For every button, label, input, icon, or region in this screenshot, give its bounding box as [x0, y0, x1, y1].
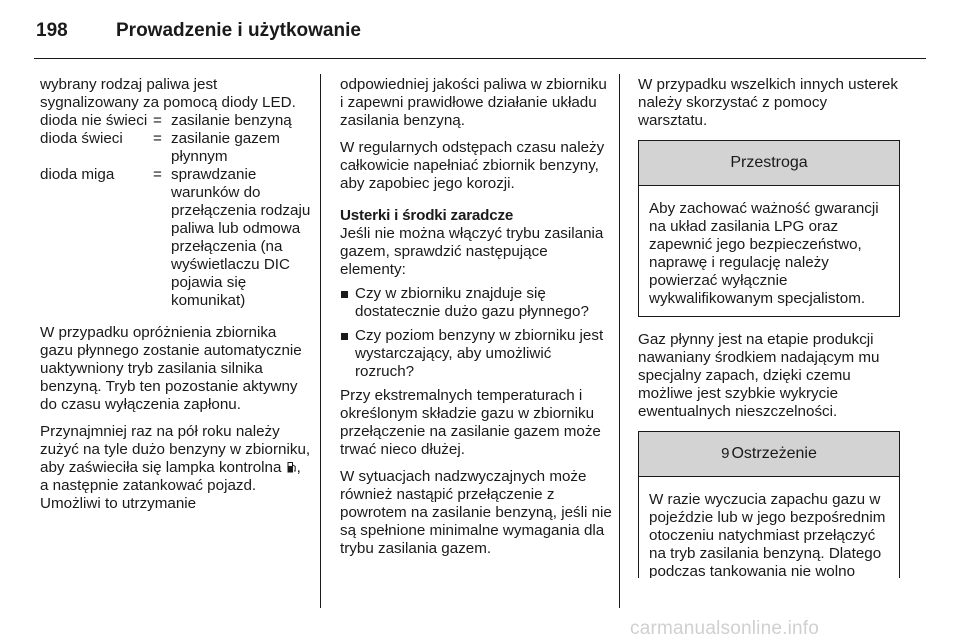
section-heading: Usterki i środki zaradcze [340, 207, 514, 224]
led-row [40, 166, 312, 310]
caution-title: Przestroga [639, 141, 899, 186]
column-2 [340, 76, 612, 567]
led-desc: sprawdzanie warunków do przełączenia rodzaju paliwa lub odmowa przełączenia (na wyświetlaczu DIC pojawia się komunikat) [171, 166, 311, 309]
warning-text: W razie wyczucia zapachu gazu w pojeździe lub w jego bezpośrednim otoczeniu natychmiast przełączyć na tryb zasilania benzyną. Dlatego podczas tankowania nie wolno [649, 491, 886, 578]
column-divider-1 [320, 74, 321, 608]
column-1 [40, 76, 312, 522]
caution-box [638, 140, 900, 317]
warning-triangle-icon: 9 [721, 445, 730, 462]
caution-text: Aby zachować ważność gwarancji na układ zasilania LPG oraz zapewnić jego bezpieczeństwo, naprawę i regulację należy powierzać wyłącznie wykwalifikowanym specjalistom. [649, 200, 879, 307]
column-3 [638, 76, 900, 578]
led-term: dioda nie świeci [40, 112, 148, 129]
led-status-list [40, 112, 312, 310]
led-sep: = [153, 130, 162, 147]
temperature-paragraph: Przy ekstremalnych temperaturach i określonym składzie gazu w zbiorniku przełączenie na zasilanie gazem może trwać nieco dłużej. [340, 387, 601, 458]
empty-tank-paragraph: W przypadku opróżnienia zbiornika gazu płynnego zostanie automatycznie uaktywniony tryb zasilania silnika benzyną. Tryb ten pozostanie aktywny do czasu wyłączenia zapłonu. [40, 324, 302, 413]
led-desc: zasilanie gazem płynnym [171, 130, 280, 165]
list-item-text: Czy poziom benzyny w zbiorniku jest wystarczający, aby umożliwić rozruch? [355, 327, 604, 380]
odorant-paragraph: Gaz płynny jest na etapie produkcji nawaniany środkiem nadającym mu specjalny zapach, dzięki czemu możliwe jest szybkie wykrycie ewentualnych nieszczelności. [638, 331, 880, 420]
check-intro-paragraph: Jeśli nie można włączyć trybu zasilania gazem, sprawdzić następujące elementy: [340, 225, 604, 278]
column-divider-2 [619, 74, 620, 608]
emergency-paragraph: W sytuacjach nadzwyczajnych może również nastąpić przełączenie z powrotem na zasilanie benzyną, jeśli nie są spełnione minimalne wymagania dla trybu zasilania gazem. [340, 468, 612, 557]
page-number: 198 [36, 20, 68, 41]
bullet-icon [341, 333, 348, 340]
fuel-lamp-icon [287, 460, 296, 473]
led-sep: = [153, 112, 162, 129]
led-row [40, 112, 312, 130]
half-year-text-before: Przynajmniej raz na pół roku należy zużyć na tyle dużo benzyny w zbiorniku, aby zaświeciła się lampka kontrolna [40, 423, 311, 476]
refuel-paragraph: W regularnych odstępach czasu należy całkowicie napełniać zbiornik benzyny, aby zapobiec jego korozji. [340, 139, 605, 192]
led-row [40, 130, 312, 166]
list-item [340, 327, 612, 381]
warning-title: Ostrzeżenie [731, 445, 817, 462]
led-desc: zasilanie benzyną [171, 112, 292, 129]
half-year-text-after: , a następnie zatankować pojazd. Umożliwi to utrzymanie [40, 459, 301, 512]
led-term: dioda świeci [40, 130, 123, 147]
workshop-paragraph: W przypadku wszelkich innych usterek należy skorzystać z pomocy warsztatu. [638, 76, 898, 129]
warning-header [639, 432, 899, 477]
check-list [340, 285, 612, 381]
fuel-quality-paragraph: odpowiedniej jakości paliwa w zbiorniku i zapewni prawidłowe działanie układu zasilania benzyną. [340, 76, 607, 129]
watermark: carmanualsonline.info [630, 618, 820, 639]
led-term: dioda miga [40, 166, 115, 183]
page-header [34, 14, 926, 59]
bullet-icon [341, 291, 348, 298]
led-sep: = [153, 166, 162, 183]
half-year-paragraph [40, 423, 312, 513]
warning-box [638, 431, 900, 578]
page-title: Prowadzenie i użytkowanie [116, 20, 361, 41]
intro-paragraph: wybrany rodzaj paliwa jest sygnalizowany za pomocą diody LED. [40, 76, 296, 111]
list-item [340, 285, 612, 321]
list-item-text: Czy w zbiorniku znajduje się dostatecznie dużo gazu płynnego? [355, 285, 589, 320]
